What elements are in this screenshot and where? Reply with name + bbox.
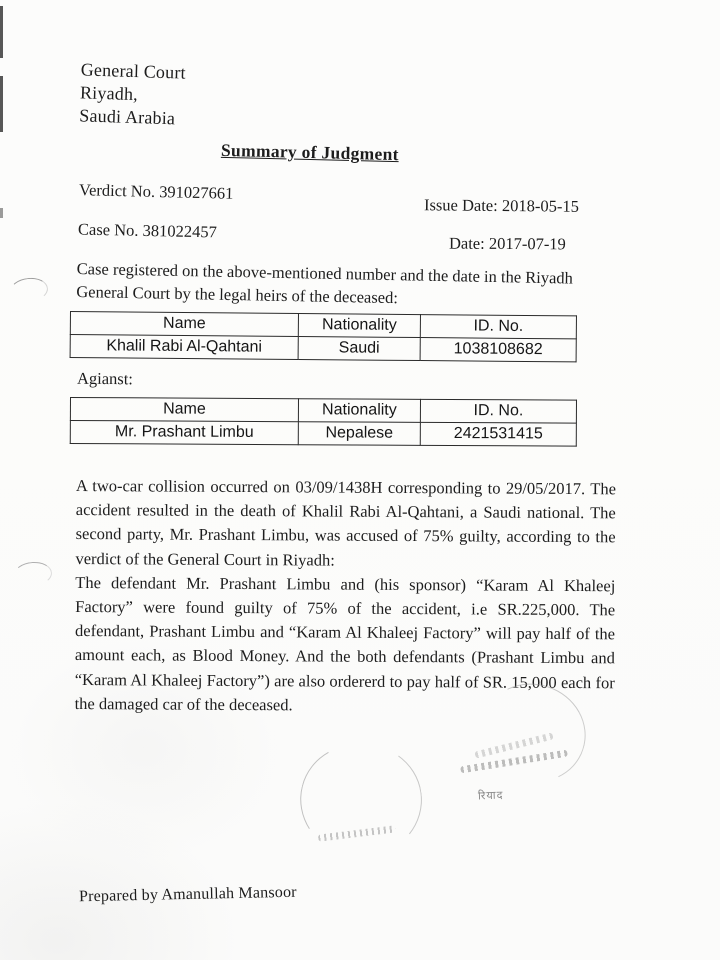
letterhead-line-city: Riyadh, xyxy=(79,82,139,105)
against-label: Agianst: xyxy=(76,368,134,389)
header-cell-name: Name xyxy=(70,312,298,337)
court-stamp-left xyxy=(300,744,422,858)
table-row xyxy=(70,421,576,447)
letterhead-line-country: Saudi Arabia xyxy=(79,105,176,129)
stamp-text-smudge xyxy=(474,732,553,758)
defendant-table xyxy=(70,397,577,447)
issue-date: Issue Date: 2018-05-15 xyxy=(423,195,579,216)
cell-name: Khalil Rabi Al-Qahtani xyxy=(70,335,298,360)
letterhead-line-court: General Court xyxy=(80,59,187,83)
stamp-text-smudge xyxy=(460,750,568,774)
scan-artifact xyxy=(0,76,3,132)
cell-nationality: Saudi xyxy=(298,336,420,360)
stamp-ring-icon xyxy=(293,736,430,866)
header-cell-nationality: Nationality xyxy=(298,399,420,423)
header-cell-id: ID. No. xyxy=(420,399,576,423)
page-title: Summary of Judgment xyxy=(220,139,400,165)
cell-id: 1038108682 xyxy=(420,338,576,362)
body-paragraph-verdict: The defendant Mr. Prashant Limbu and (his sponsor) “Karam Al Khaleej Factory” were found guilty of 75% of the accident, i.e SR.225,000. The defendant, Prashant Limbu and “Karam Al Khaleej Factory” will pay half of the amount each, as Blood Money. And the both defendants (Prashant Limbu and “Karam Al Khaleej Factory”) are also ordererd to pay half of SR. 15,000 each for the damaged car of the deceased. xyxy=(74,572,616,715)
header-cell-nationality: Nationality xyxy=(298,313,420,337)
table-row xyxy=(70,335,576,362)
case-date: Date: 2017-07-19 xyxy=(448,233,566,254)
hole-punch-arc xyxy=(9,276,49,304)
stamp-text: रियाद xyxy=(477,788,504,803)
header-cell-id: ID. No. xyxy=(420,315,576,339)
cell-id: 2421531415 xyxy=(420,422,576,446)
stamp-text-smudge xyxy=(318,825,396,841)
registration-note: Case registered on the above-mentioned number and the date in the Riyadh General Court by the legal heirs of the deceased: xyxy=(76,258,574,308)
case-number: Case No. 381022457 xyxy=(77,219,218,242)
stamp-ring-icon xyxy=(288,731,434,871)
letterhead xyxy=(79,58,186,130)
scan-artifact xyxy=(0,6,3,58)
plaintiff-table xyxy=(70,311,577,362)
hole-punch-arc xyxy=(13,561,53,588)
prepared-by-line: Prepared by Amanullah Mansoor xyxy=(78,883,297,906)
table-header-row xyxy=(70,398,576,424)
header-cell-name: Name xyxy=(70,398,298,422)
judgment-body xyxy=(75,474,616,719)
verdict-number: Verdict No. 391027661 xyxy=(78,180,234,203)
cell-name: Mr. Prashant Limbu xyxy=(70,421,298,445)
scan-artifact xyxy=(0,208,3,218)
cell-nationality: Nepalese xyxy=(298,422,420,446)
body-paragraph-accident: A two-car collision occurred on 03/09/1438H corresponding to 29/05/2017. The accident resulted in the death of Khalil Rabi Al-Qahtani, a Saudi national. The second party, Mr. Prashant Limbu, was accused of 75% guilty, according to the verdict of the General Court in Riyadh: xyxy=(75,475,616,570)
